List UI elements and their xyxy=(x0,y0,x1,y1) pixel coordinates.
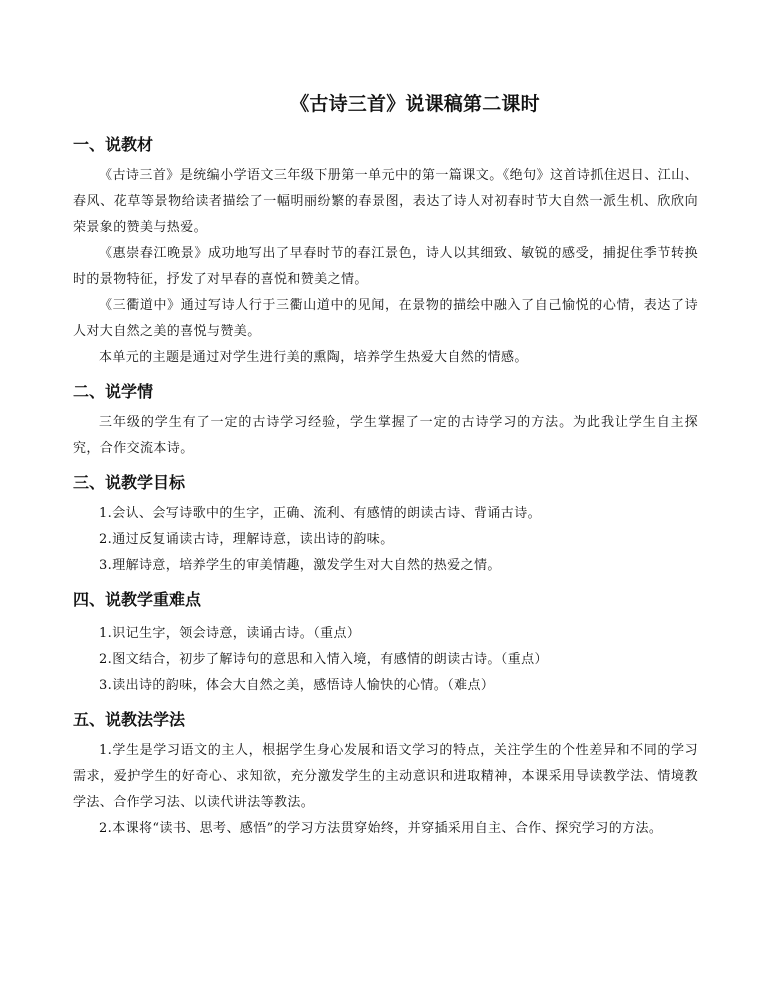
list-item: 1.会认、会写诗歌中的生字，正确、流利、有感情的朗读古诗、背诵古诗。 xyxy=(99,506,542,521)
paragraph: 本单元的主题是通过对学生进行美的熏陶，培养学生热爱大自然的情感。 xyxy=(99,350,528,365)
section-textbook xyxy=(73,126,698,371)
key-points-list xyxy=(73,618,698,699)
section-heading: 三、说教学目标 xyxy=(73,473,186,492)
list-item: 2.图文结合，初步了解诗句的意思和入情入境，有感情的朗读古诗。（重点） xyxy=(99,652,548,667)
section-learners xyxy=(73,373,698,462)
paragraph: 2.本课将“读书、思考、感悟”的学习方法贯穿始终，并穿插采用自主、合作、探究学习的方法。 xyxy=(99,821,663,836)
section-heading: 四、说教学重难点 xyxy=(73,590,202,609)
list-item: 2.通过反复诵读古诗，理解诗意，读出诗的韵味。 xyxy=(99,532,394,547)
section-key-points xyxy=(73,581,698,699)
document-body xyxy=(73,126,698,842)
section-methods xyxy=(73,701,698,842)
paragraph: 《惠崇春江晚景》成功地写出了早春时节的春江景色，诗人以其细致、敏锐的感受，捕捉住季节转换时的景物特征，抒发了对早春的喜悦和赞美之情。 xyxy=(73,246,698,287)
list-item: 3.读出诗的韵味，体会大自然之美，感悟诗人愉快的心情。（难点） xyxy=(99,678,495,693)
paragraph: 1.学生是学习语文的主人，根据学生身心发展和语文学习的特点，关注学生的个性差异和不同的学习需求，爱护学生的好奇心、求知欲，充分激发学生的主动意识和进取精神，本课采用导读教学法、情境教学法、合作学习法、以读代讲法等教法。 xyxy=(73,743,698,810)
section-heading: 二、说学情 xyxy=(73,382,154,401)
section-objectives xyxy=(73,464,698,579)
paragraph: 三年级的学生有了一定的古诗学习经验，学生掌握了一定的古诗学习的方法。为此我让学生自主探究，合作交流本诗。 xyxy=(73,415,698,456)
objectives-list xyxy=(73,501,698,579)
paragraph: 《古诗三首》是统编小学语文三年级下册第一单元中的第一篇课文。《绝句》这首诗抓住迟日、江山、春风、花草等景物给读者描绘了一幅明丽纷繁的春景图，表达了诗人对初春时节大自然一派生机、欣欣向荣景象的赞美与热爱。 xyxy=(73,168,698,235)
list-item: 3.理解诗意，培养学生的审美情趣，激发学生对大自然的热爱之情。 xyxy=(99,558,501,573)
section-heading: 五、说教法学法 xyxy=(73,710,186,729)
document-title: 《古诗三首》说课稿第二课时 xyxy=(290,93,540,115)
paragraph: 《三衢道中》通过写诗人行于三衢山道中的见闻，在景物的描绘中融入了自己愉悦的心情，表达了诗人对大自然之美的喜悦与赞美。 xyxy=(73,298,698,339)
list-item: 1.识记生字，领会诗意，读诵古诗。（重点） xyxy=(99,626,361,641)
section-heading: 一、说教材 xyxy=(73,135,154,154)
